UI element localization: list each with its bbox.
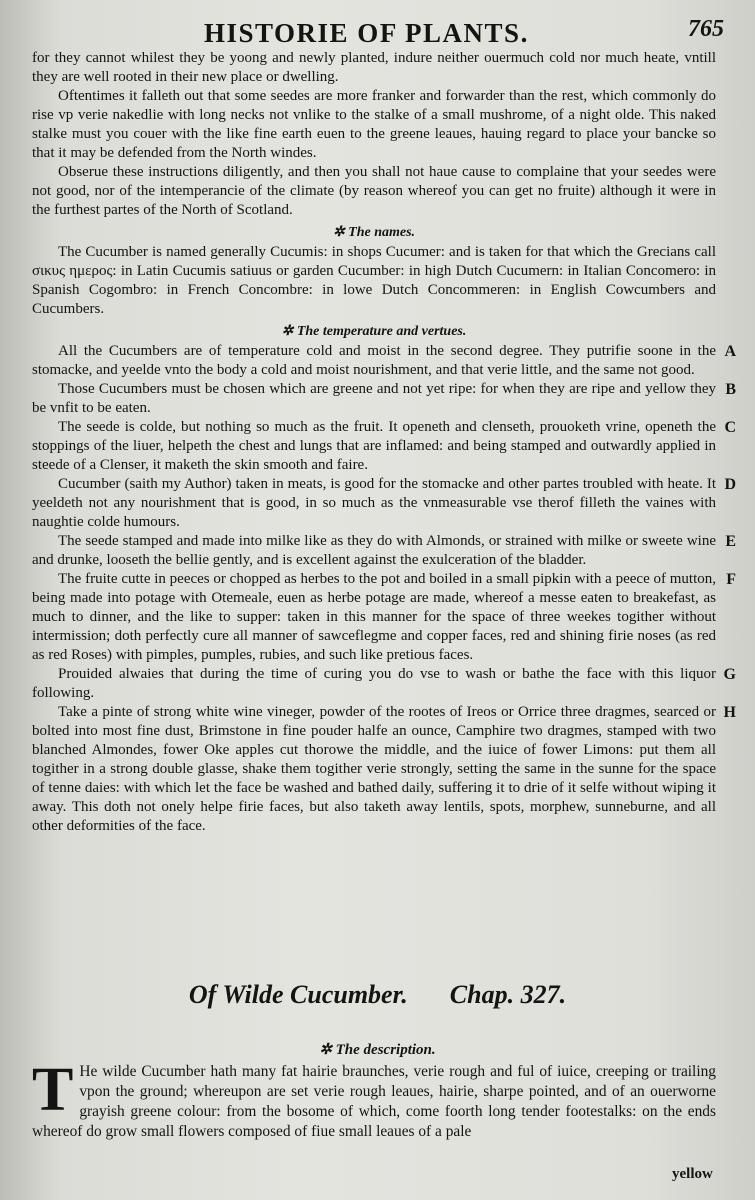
margin-letter: A	[724, 343, 736, 360]
section-heading-names: ✲ The names.	[332, 225, 416, 240]
running-head-title: HISTORIE OF PLANTS.	[204, 18, 529, 48]
chapter-title: Of Wilde Cucumber.	[188, 980, 408, 1009]
margin-letter: H	[723, 704, 736, 721]
virtue-paragraph	[32, 380, 736, 418]
continuation-paragraph: Obserue these instructions diligently, and then you shall not haue cause to complaine that your seedes were not good, nor of the intemperancie of the climate (by reason whereof you can get no fruite) although it were in the furthest partes of the North of Scotland.	[32, 164, 716, 218]
paragraph-text: Prouided alwaies that during the time of curing you do vse to wash or bathe the face with this liquor following.	[32, 666, 716, 701]
paragraph-text: All the Cucumbers are of temperature cold and moist in the second degree. They putrifie soone in the stomacke, and yeelde vnto the body a cold and moist nourishment, and that verie little, and the same not good.	[32, 343, 716, 378]
description-paragraph	[32, 1056, 716, 1142]
chapter-heading	[0, 980, 755, 1010]
margin-letter: C	[724, 419, 736, 436]
page-number: 765	[688, 16, 724, 42]
margin-letter: D	[724, 476, 736, 493]
section-heading-description: ✲ The description.	[319, 1042, 436, 1058]
virtue-paragraph	[32, 532, 736, 570]
margin-letter: F	[726, 571, 736, 588]
paragraph-text: Take a pinte of strong white wine vineger, powder of the rootes of Ireos or Orrice three dragmes, searced or bolted into most fine dust, Brimstone in fine pouder halfe an ounce, Camphire two dragmes, stamped with two blanched Almondes, fower Oke apples cut thorowe the middle, and the iuice of fower Limons: put them all togither in a strong double glasse, shake them togither verie strongly, setting the same in the sunne for the space of tenne daies: with which let the face be washed and bathed daily, suffering it to drie of it selfe without wiping it away. This doth not onely helpe firie faces, but also taketh away lentils, spots, morphew, sunneburne, and all other deformities of the face.	[32, 704, 716, 834]
virtue-paragraph	[32, 475, 736, 532]
virtue-paragraph	[32, 665, 736, 703]
chapter-number: Chap. 327.	[449, 980, 567, 1009]
paragraph-text: Those Cucumbers must be chosen which are greene and not yet ripe: for when they are ripe and yellow they be vnfit to be eaten.	[32, 381, 716, 416]
virtue-paragraph	[32, 418, 736, 475]
main-text-block	[32, 49, 736, 836]
running-head	[0, 14, 755, 50]
virtue-paragraph	[32, 703, 736, 836]
continuation-paragraph: Oftentimes it falleth out that some seedes are more franker and forwarder than the rest, which commonly do rise vp verie nakedlie with long necks not vnlike to the stalke of a small mushrome, of a night olde. This naked stalke must you couer with the like fine earth euen to the greene leaues, hauing regard to place your bancke so that it may be defended from the North windes.	[32, 88, 716, 161]
virtue-paragraph	[32, 342, 736, 380]
continuation-paragraph: for they cannot whilest they be yoong and newly planted, indure neither ouermuch cold nor much heate, vntill they are well rooted in their new place or dwelling.	[32, 50, 716, 85]
drop-cap: T	[32, 1056, 74, 1124]
virtue-paragraph	[32, 570, 736, 665]
paragraph-text: Cucumber (saith my Author) taken in meats, is good for the stomacke and other partes troubled with heate. It yeeldeth not any nourishment that is good, in so much as the vnmeasurable vse therof filleth the vaines with naughtie colde humours.	[32, 476, 716, 530]
section-heading-temperature: ✲ The temperature and vertues.	[281, 324, 467, 339]
catchword: yellow	[672, 1166, 713, 1182]
paragraph-text: The fruite cutte in peeces or chopped as herbes to the pot and boiled in a small pipkin with a peece of mutton, being made into potage with Otemeale, euen as herbe potage are made, whereof a messe eaten to breakefast, as much to dinner, and the like to supper: taken in this manner for the space of three weekes togither without intermission; doth perfectly cure all manner of sawceflegme and copper faces, red and shining firie noses (as red as red Roses) with pimples, pumples, rubies, and such like pretious faces.	[32, 571, 716, 663]
margin-letter: G	[723, 666, 736, 683]
margin-letter: E	[725, 533, 736, 550]
paragraph-text: The seede stamped and made into milke like as they do with Almonds, or strained with milke or sweete wine and drunke, looseth the bellie gently, and is excellent against the exulceration of the bladder.	[32, 533, 716, 568]
paragraph-text: The seede is colde, but nothing so much as the fruit. It openeth and clenseth, prouoketh vrine, openeth the stoppings of the liuer, helpeth the chest and lungs that are inflamed: and being stamped and outwardly applied in steede of a Clenser, it maketh the skin smooth and faire.	[32, 419, 716, 473]
description-text: He wilde Cucumber hath many fat hairie braunches, verie rough and ful of iuice, creeping or trailing vpon the ground; whereupon are set verie rough leaues, hairie, sharpe pointed, and of an ouerworne grayish greene colour: from the bosome of which, come foorth long tender footestalks: on the ends whereof do grow small flowers composed of fiue small leaues of a pale	[32, 1063, 716, 1140]
names-paragraph: The Cucumber is named generally Cucumis: in shops Cucumer: and is taken for that which the Grecians call σικυς ημερος: in Latin Cucumis satiuus or garden Cucumber: in high Dutch Cucumern: in Italian Concomero: in Spanish Cogombro: in French Concombre: in lowe Dutch Concommeren: in English Cowcumbers and Cucumbers.	[32, 244, 716, 317]
margin-letter: B	[725, 381, 736, 398]
